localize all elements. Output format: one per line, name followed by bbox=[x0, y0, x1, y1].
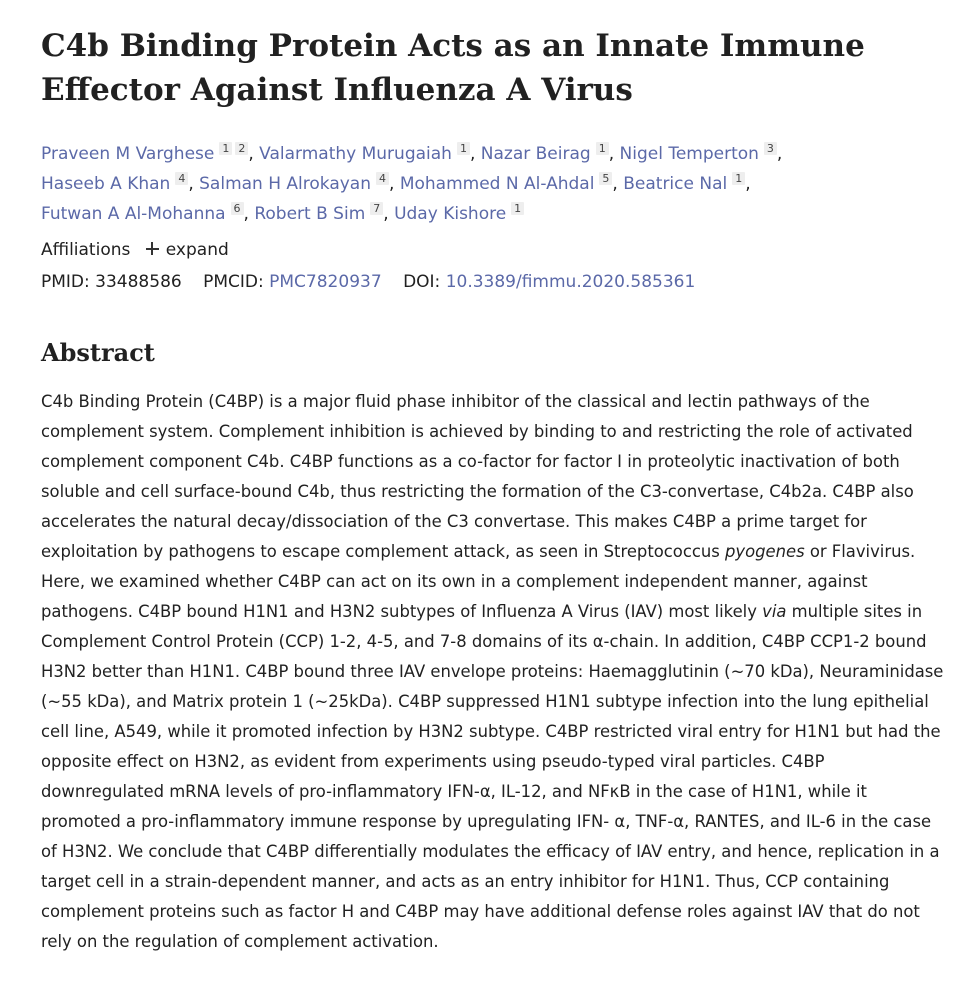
author-item bbox=[41, 144, 259, 164]
pmid-group bbox=[41, 272, 187, 292]
author-name-link[interactable]: Futwan A Al-Mohanna bbox=[41, 204, 226, 224]
affiliation-number-badge[interactable]: 1 bbox=[219, 142, 232, 155]
author-item bbox=[394, 204, 524, 224]
author-name-link[interactable]: Valarmathy Murugaiah bbox=[259, 144, 452, 164]
expand-affiliations-button[interactable] bbox=[146, 235, 229, 265]
affiliation-number-badge[interactable]: 6 bbox=[231, 202, 244, 215]
doi-group bbox=[403, 272, 695, 292]
affiliations-row bbox=[41, 235, 946, 265]
abstract-text-segment: multiple sites in Complement Control Protein (CCP) 1-2, 4-5, and 7-8 domains of its α-chain. In addition, C4BP CCP1-2 bound H3N2 better than H1N1. C4BP bound three IAV envelope proteins: Haemagglutinin (~70 kDa), Neuraminidase (~55 kDa), and Matrix protein 1 (~25kDa). C4BP suppressed H1N1 subtype infection into the lung epithelial cell line, A549, while it promoted infection by H3N2 subtype. C4BP restricted viral entry for H1N1 but had the opposite effect on H3N2, as evident from experiments using pseudo-typed viral particles. C4BP downregulated mRNA levels of pro-inflammatory IFN-α, IL-12, and NFκB in the case of H1N1, while it promoted a pro-inflammatory immune response by upregulating IFN- α, TNF-α, RANTES, and IL-6 in the case of H3N2. We conclude that C4BP differentially modulates the efficacy of IAV entry, and hence, replication in a target cell in a strain-dependent manner, and acts as an entry inhibitor for H1N1. Thus, CCP containing complement proteins such as factor H and C4BP may have additional defense roles against IAV that do not rely on the regulation of complement activation. bbox=[41, 602, 944, 951]
author-name-link[interactable]: Nazar Beirag bbox=[480, 144, 591, 164]
author-list bbox=[41, 139, 946, 229]
doi-link[interactable]: 10.3389/fimmu.2020.585361 bbox=[445, 272, 696, 292]
abstract-text-segment: or Flavivirus. Here, we examined whether C4BP can act on its own in a complement independent manner, against pathogens. C4BP bound H1N1 and H3N2 subtypes of Influenza A Virus (IAV) most likely bbox=[41, 542, 916, 621]
affiliation-number-badge[interactable]: 1 bbox=[732, 172, 745, 185]
author-item bbox=[400, 174, 623, 194]
article-title: C4b Binding Protein Acts as an Innate Immune Effector Against Influenza A Virus bbox=[41, 28, 865, 108]
author-name-link[interactable]: Robert B Sim bbox=[254, 204, 366, 224]
doi-label: DOI: bbox=[403, 272, 441, 292]
pmid-label: PMID: bbox=[41, 272, 90, 292]
author-separator: , bbox=[776, 144, 783, 164]
author-separator: , bbox=[745, 174, 751, 194]
affiliation-number-badge[interactable]: 1 bbox=[596, 142, 609, 155]
author-name-link[interactable]: Mohammed N Al-Ahdal bbox=[399, 174, 595, 194]
affiliation-number-badge[interactable]: 3 bbox=[764, 142, 777, 155]
abstract-italic-text: pyogenes bbox=[724, 542, 805, 561]
affiliation-number-badge[interactable]: 4 bbox=[376, 172, 389, 185]
author-separator: , bbox=[608, 144, 620, 164]
author-name-link[interactable]: Haseeb A Khan bbox=[41, 174, 171, 194]
author-separator: , bbox=[612, 174, 624, 194]
expand-label: expand bbox=[165, 240, 229, 260]
abstract-italic-text: via bbox=[762, 602, 787, 621]
pmcid-label: PMCID: bbox=[203, 272, 264, 292]
author-separator: , bbox=[469, 144, 481, 164]
author-item bbox=[481, 144, 620, 164]
author-item bbox=[199, 174, 400, 194]
affiliation-number-badge[interactable]: 1 bbox=[511, 202, 524, 215]
author-item bbox=[623, 174, 750, 194]
pmcid-group bbox=[203, 272, 387, 292]
identifiers-row bbox=[41, 267, 946, 297]
affiliation-number-badge[interactable]: 1 bbox=[457, 142, 470, 155]
author-name-link[interactable]: Beatrice Nal bbox=[623, 174, 728, 194]
author-item bbox=[620, 144, 783, 164]
author-separator: , bbox=[188, 174, 200, 194]
author-name-link[interactable]: Uday Kishore bbox=[394, 204, 507, 224]
affiliation-number-badge[interactable]: 5 bbox=[599, 172, 612, 185]
affiliation-number-badge[interactable]: 4 bbox=[175, 172, 188, 185]
article-page bbox=[41, 0, 946, 957]
pmid-value: 33488586 bbox=[95, 272, 182, 292]
author-item bbox=[41, 204, 254, 224]
abstract-text bbox=[41, 387, 946, 957]
author-separator: , bbox=[248, 144, 260, 164]
author-name-link[interactable]: Praveen M Varghese bbox=[41, 144, 215, 164]
author-separator: , bbox=[243, 204, 255, 224]
affiliation-number-badge[interactable]: 2 bbox=[235, 142, 248, 155]
plus-icon bbox=[146, 242, 159, 255]
affiliation-number-badge[interactable]: 7 bbox=[370, 202, 383, 215]
author-name-link[interactable]: Salman H Alrokayan bbox=[199, 174, 371, 194]
author-separator: , bbox=[383, 204, 395, 224]
author-separator: , bbox=[389, 174, 400, 194]
affiliations-label: Affiliations bbox=[41, 240, 131, 260]
author-item bbox=[259, 144, 481, 164]
author-item bbox=[41, 174, 199, 194]
author-name-link[interactable]: Nigel Temperton bbox=[619, 144, 759, 164]
abstract-heading: Abstract bbox=[41, 338, 155, 367]
author-item bbox=[254, 204, 394, 224]
pmcid-link[interactable]: PMC7820937 bbox=[269, 272, 382, 292]
abstract-text-segment: C4b Binding Protein (C4BP) is a major fluid phase inhibitor of the classical and lectin pathways of the complement system. Complement inhibition is achieved by binding to and restricting the role of activated complement component C4b. C4BP functions as a co-factor for factor I in proteolytic inactivation of both soluble and cell surface-bound C4b, thus restricting the formation of the C3-convertase, C4b2a. C4BP also accelerates the natural decay/dissociation of the C3 convertase. This makes C4BP a prime target for exploitation by pathogens to escape complement attack, as seen in Streptococcus bbox=[41, 392, 914, 561]
